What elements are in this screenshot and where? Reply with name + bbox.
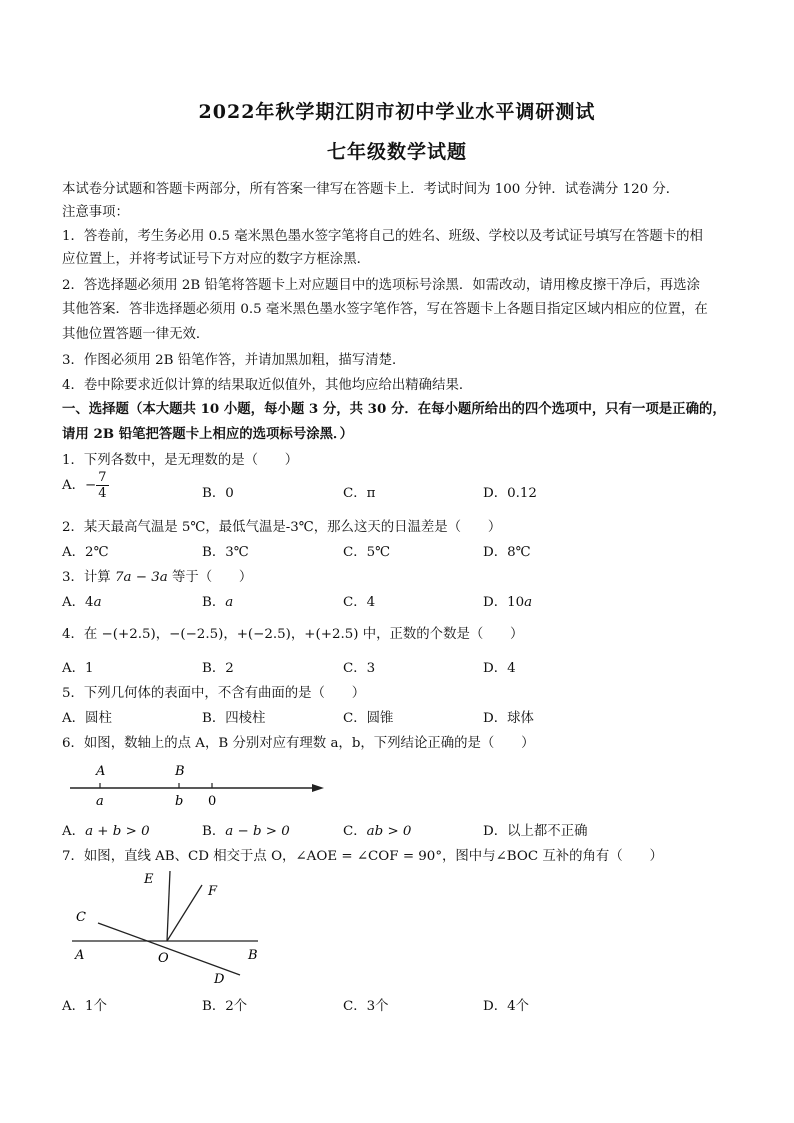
section1-heading-b: 请用 2B 铅笔把答题卡上相应的选项标号涂黑．） (62, 426, 354, 442)
q3-expression: 7a − 3a (114, 570, 168, 585)
intro-text: 本试卷分试题和答题卡两部分，所有答案一律写在答题卡上．考试时间为 100 分钟．试卷满分 120 分． (62, 182, 680, 197)
q4-option-a: A．1 (62, 661, 94, 676)
value-label-b: b (175, 794, 184, 809)
q3-option-d-var: a (524, 595, 533, 610)
q6-option-c (343, 820, 411, 839)
q5-option-a: A．圆柱 (62, 711, 112, 726)
q1-stem: 1．下列各数中，是无理数的是（ ） (62, 453, 299, 468)
q6-option-b (202, 820, 290, 839)
notice-2a: 2．答选择题必须用 2B 铅笔将答题卡上对应题目中的选项标号涂黑．如需改动，请用橡皮擦干净后，再选涂 (62, 278, 700, 293)
q6-stem: 6．如图，数轴上的点 A，B 分别对应有理数 a，b，下列结论正确的是（ ） (62, 736, 535, 751)
q2-option-d: D．8℃ (483, 545, 531, 560)
q6-option-b-expr: a − b > 0 (225, 824, 290, 839)
q1-option-a (62, 470, 109, 501)
q6-option-c-expr: ab > 0 (366, 824, 412, 839)
point-label-D: D (214, 972, 225, 985)
q4-option-c: C．3 (343, 661, 376, 676)
q5-option-b: B．四棱柱 (202, 711, 266, 726)
notice-3: 3．作图必须用 2B 铅笔作答，并请加黑加粗，描写清楚． (62, 353, 406, 368)
point-label-B: B (248, 948, 258, 963)
q3-stem-post: 等于（ ） (167, 570, 253, 585)
q1-option-c: C．π (343, 486, 376, 501)
q1-option-d: D．0.12 (483, 486, 537, 501)
value-label-zero: 0 (208, 794, 217, 809)
q2-option-c: C．5℃ (343, 545, 391, 560)
notice-1a: 1．答卷前，考生务必用 0.5 毫米黑色墨水签字笔将自己的姓名、班级、学校以及考试证号填写在答题卡的相 (62, 229, 703, 244)
q6-option-a-expr: a + b > 0 (85, 824, 150, 839)
q3-option-b-var: a (225, 595, 234, 610)
line-CD (98, 923, 240, 975)
q2-stem: 2．某天最高气温是 5℃，最低气温是-3℃，那么这天的日温差是（ ） (62, 520, 502, 535)
fraction (96, 470, 108, 501)
number-line-figure (62, 755, 332, 815)
exam-title: 2022年秋学期江阴市初中学业水平调研测试 (198, 101, 596, 123)
q4-stem: 4．在 −(+2.5)，−(−2.5)，+(−2.5)，+(+2.5) 中，正数的个数是（ ） (62, 627, 524, 642)
q3-option-b-label: B． (202, 595, 226, 610)
q6-option-b-label: B． (202, 824, 226, 839)
q4-option-d: D．4 (483, 661, 516, 676)
q3-option-d (483, 591, 532, 610)
notice-1b: 应位置上，并将考试证号下方对应的数字方框涂黑． (62, 252, 370, 267)
q5-option-d: D．球体 (483, 711, 534, 726)
q3-option-a-label: A．4 (62, 595, 94, 610)
notice-4: 4．卷中除要求近似计算的结果取近似值外，其他均应给出精确结果． (62, 378, 473, 393)
q3-option-b (202, 591, 233, 610)
section1-heading-a: 一、选择题（本大题共 10 小题，每小题 3 分，共 30 分．在每小题所给出的四个选项中，只有一项是正确的， (62, 401, 726, 417)
q2-option-a: A．2℃ (62, 545, 109, 560)
ray-OE (167, 871, 170, 941)
q7-option-b: B．2个 (202, 999, 248, 1014)
notice-2b: 其他答案．答非选择题必须用 0.5 毫米黑色墨水签字笔作答，写在答题卡上各题目指定区域内相应的位置，在 (62, 302, 708, 317)
q5-option-c: C．圆锥 (343, 711, 394, 726)
intersecting-lines-figure (62, 865, 282, 985)
point-label-A: A (75, 948, 85, 963)
q7-stem: 7．如图，直线 AB、CD 相交于点 O，∠AOE = ∠COF = 90°，图中与∠BOC 互补的角有（ ） (62, 849, 663, 864)
q3-stem-pre: 3．计算 (62, 570, 115, 585)
q7-option-d: D．4个 (483, 999, 530, 1014)
notice-2c: 其他位置答题一律无效． (62, 327, 210, 342)
fraction-denominator: 4 (98, 486, 107, 501)
q5-stem: 5．下列几何体的表面中，不含有曲面的是（ ） (62, 686, 366, 701)
q3-stem (62, 566, 742, 585)
q6-option-a (62, 820, 150, 839)
exam-subtitle: 七年级数学试题 (326, 141, 467, 163)
value-label-a: a (96, 794, 104, 809)
ray-OF (167, 885, 202, 941)
q3-option-a (62, 591, 102, 610)
q3-option-c: C．4 (343, 595, 376, 610)
notice-heading: 注意事项： (62, 205, 129, 220)
point-label-C: C (76, 910, 86, 925)
q2-option-b: B．3℃ (202, 545, 249, 560)
number-line-arrow (312, 784, 324, 792)
q1-option-b: B．0 (202, 486, 234, 501)
fraction-numerator: 7 (98, 470, 107, 485)
q3-option-a-var: a (93, 595, 102, 610)
q6-option-c-label: C． (343, 824, 367, 839)
q6-option-d: D．以上都不正确 (483, 824, 588, 839)
point-label-A: A (96, 764, 106, 779)
q7-option-c: C．3个 (343, 999, 389, 1014)
q1-option-a-label: A．− (62, 478, 97, 493)
point-label-B: B (175, 764, 185, 779)
point-label-O: O (158, 951, 169, 966)
q4-option-b: B．2 (202, 661, 234, 676)
q7-option-a: A．1个 (62, 999, 107, 1014)
point-label-F: F (208, 884, 218, 899)
q6-option-a-label: A． (62, 824, 86, 839)
q3-option-d-label: D．10 (483, 595, 525, 610)
point-label-E: E (144, 872, 154, 887)
